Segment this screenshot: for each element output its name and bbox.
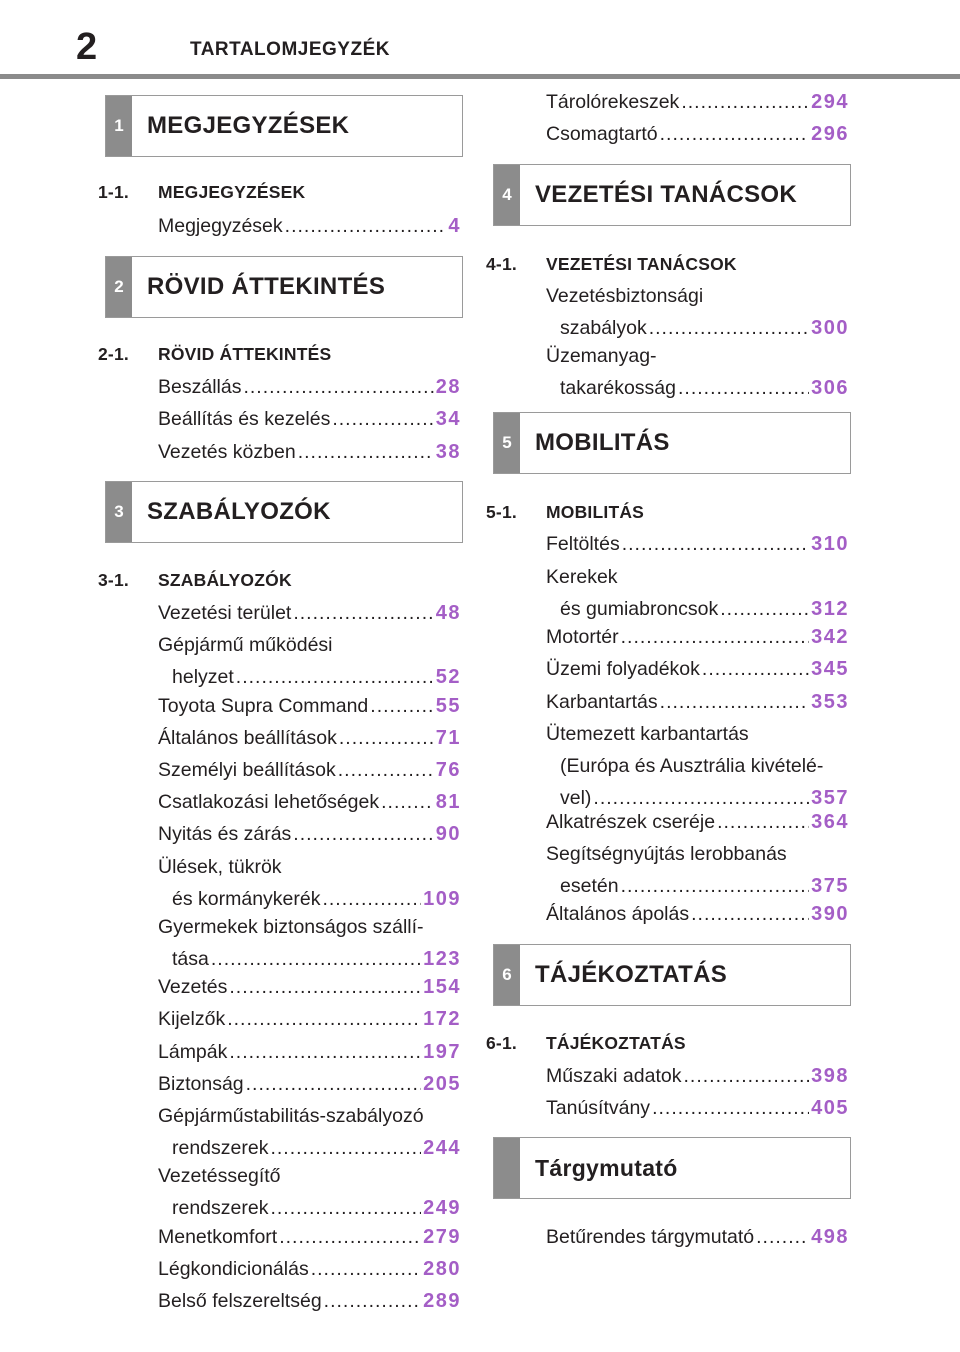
subsection-number: 6-1.: [486, 1033, 517, 1053]
section-title: TÁJÉKOZTATÁS: [535, 961, 728, 988]
toc-entry[interactable]: [158, 1100, 461, 1164]
entry-title: Tanúsítvány: [546, 1097, 651, 1119]
page-link[interactable]: 398: [811, 1065, 849, 1087]
subsection-title: MOBILITÁS: [546, 502, 645, 522]
dot-leader: [756, 1221, 809, 1253]
page-link[interactable]: 312: [811, 598, 849, 620]
page-link[interactable]: 310: [811, 533, 849, 555]
section-title: MOBILITÁS: [535, 429, 670, 456]
entry-title-line: Gyermekek biztonságos szállí-: [158, 916, 424, 938]
entry-title: Biztonság: [158, 1073, 244, 1095]
entry-title: Menetkomfort: [158, 1226, 278, 1248]
toc-entry[interactable]: [158, 629, 461, 693]
page-link[interactable]: 296: [811, 123, 849, 145]
toc-entry[interactable]: [546, 898, 849, 930]
entry-title-line: Gépjármű működési: [158, 634, 333, 656]
entry-title: Toyota Supra Command: [158, 695, 369, 717]
subsection-title: SZABÁLYOZÓK: [158, 570, 292, 590]
toc-entry[interactable]: [546, 686, 849, 718]
entry-title: takarékosság: [560, 377, 676, 399]
entry-title-line: Üzemanyag-: [546, 345, 657, 367]
dot-leader: [370, 690, 433, 722]
page-link[interactable]: 357: [811, 787, 849, 809]
toc-entry[interactable]: [158, 754, 461, 786]
toc-entry[interactable]: [546, 806, 849, 838]
toc-entry[interactable]: [158, 403, 461, 435]
toc-entry[interactable]: [158, 436, 461, 468]
entry-title-line: Vezetéssegítő: [158, 1165, 281, 1187]
page-link[interactable]: 498: [811, 1226, 849, 1248]
section-number-tab: 2: [106, 257, 132, 317]
dot-leader: [229, 1036, 421, 1068]
page-link[interactable]: 109: [423, 888, 461, 910]
entry-title: helyzet: [172, 666, 234, 688]
section-number-tab: 5: [494, 413, 520, 473]
dot-leader: [681, 86, 809, 118]
toc-entry[interactable]: [158, 210, 461, 242]
entry-title: Tárolórekeszek: [546, 91, 680, 113]
toc-entry[interactable]: [158, 818, 461, 850]
page-link[interactable]: 154: [423, 976, 461, 998]
entry-title: Lámpák: [158, 1041, 228, 1063]
toc-entry[interactable]: [158, 851, 461, 915]
toc-entry[interactable]: [546, 1060, 849, 1092]
page-link[interactable]: 375: [811, 875, 849, 897]
dot-leader: [683, 1060, 809, 1092]
dot-leader: [285, 210, 447, 242]
subsection-heading: [98, 570, 292, 591]
toc-entry[interactable]: [158, 911, 461, 975]
entry-title: Vezetés közben: [158, 441, 296, 463]
page-link[interactable]: 90: [435, 823, 461, 845]
entry-title-line: (Európa és Ausztrália kivételé-: [560, 755, 824, 777]
entry-title: Üzemi folyadékok: [546, 658, 700, 680]
dot-leader: [702, 653, 809, 685]
page-link[interactable]: 390: [811, 903, 849, 925]
subsection-number: 5-1.: [486, 502, 517, 522]
toc-entry[interactable]: [158, 1285, 461, 1317]
dot-leader: [678, 372, 809, 404]
toc-entry[interactable]: [158, 722, 461, 754]
subsection-title: TÁJÉKOZTATÁS: [546, 1033, 686, 1053]
section-number-tab: 6: [494, 945, 520, 1005]
entry-title: Belső felszereltség: [158, 1290, 322, 1312]
page-link[interactable]: 4: [448, 215, 461, 237]
page-link[interactable]: 172: [423, 1008, 461, 1030]
subsection-heading: [98, 182, 305, 203]
dot-leader: [243, 371, 433, 403]
entry-title: szabályok: [560, 317, 647, 339]
section-title: VEZETÉSI TANÁCSOK: [535, 181, 798, 208]
toc-entry[interactable]: [546, 561, 849, 625]
dot-leader: [293, 818, 433, 850]
dot-leader: [246, 1068, 421, 1100]
toc-entry[interactable]: [158, 1253, 461, 1285]
entry-title-line: Kerekek: [546, 566, 618, 588]
page-link[interactable]: 300: [811, 317, 849, 339]
dot-leader: [622, 528, 809, 560]
dot-leader: [236, 661, 434, 693]
dot-leader: [621, 621, 810, 653]
entry-title: rendszerek: [172, 1197, 269, 1219]
entry-title-line: Ülések, tükrök: [158, 856, 282, 878]
section-header-1[interactable]: [105, 95, 463, 157]
toc-entry[interactable]: [546, 1092, 849, 1124]
dot-leader: [717, 806, 809, 838]
subsection-number: 1-1.: [98, 182, 129, 202]
subsection-title: RÖVID ÁTTEKINTÉS: [158, 344, 332, 364]
page-link[interactable]: 249: [423, 1197, 461, 1219]
entry-title: Kijelzők: [158, 1008, 226, 1030]
entry-title-line: Ütemezett karbantartás: [546, 723, 749, 745]
page-link[interactable]: 76: [435, 759, 461, 781]
page-link[interactable]: 55: [435, 695, 461, 717]
dot-leader: [227, 1003, 421, 1035]
page-link[interactable]: 294: [811, 91, 849, 113]
section-title: MEGJEGYZÉSEK: [147, 112, 350, 139]
toc-entry[interactable]: [158, 1003, 461, 1035]
entry-title: és kormánykerék: [172, 888, 321, 910]
entry-title: vel): [560, 787, 592, 809]
page-link[interactable]: 364: [811, 811, 849, 833]
dot-leader: [339, 722, 434, 754]
page-header: [0, 0, 960, 80]
section-header-6[interactable]: [493, 944, 851, 1006]
page-link[interactable]: 345: [811, 658, 849, 680]
entry-title-line: Segítségnyújtás lerobbanás: [546, 843, 787, 865]
entry-title: Személyi beállítások: [158, 759, 336, 781]
section-header-4[interactable]: [493, 164, 851, 226]
page-link[interactable]: 48: [435, 602, 461, 624]
entry-title: Légkondicionálás: [158, 1258, 309, 1280]
toc-entry[interactable]: [546, 280, 849, 344]
entry-title: és gumiabroncsok: [560, 598, 719, 620]
entry-title: Csatlakozási lehetőségek: [158, 791, 380, 813]
page-link[interactable]: 244: [423, 1137, 461, 1159]
entry-title: Nyitás és zárás: [158, 823, 292, 845]
toc-entry[interactable]: [158, 1068, 461, 1100]
section-number-tab: [494, 1138, 520, 1198]
page-link[interactable]: 71: [435, 727, 461, 749]
dot-leader: [338, 754, 434, 786]
entry-title-line: Vezetésbiztonsági: [546, 285, 704, 307]
page-number: 2: [76, 26, 98, 68]
page-link[interactable]: 28: [435, 376, 461, 398]
subsection-heading: [486, 1033, 686, 1054]
section-title: Tárgymutató: [535, 1154, 678, 1181]
page-link[interactable]: 197: [423, 1041, 461, 1063]
dot-leader: [270, 1192, 421, 1224]
dot-leader: [324, 1285, 421, 1317]
toc-entry[interactable]: [546, 86, 849, 118]
entry-title: Műszaki adatok: [546, 1065, 682, 1087]
entry-title: Vezetési terület: [158, 602, 292, 624]
toc-entry[interactable]: [546, 838, 849, 902]
subsection-heading: [486, 502, 644, 523]
section-header-index[interactable]: [493, 1137, 851, 1199]
section-header-2[interactable]: [105, 256, 463, 318]
toc-entry[interactable]: [158, 690, 461, 722]
dot-leader: [311, 1253, 421, 1285]
toc-entry[interactable]: [158, 371, 461, 403]
toc-entry[interactable]: [158, 597, 461, 629]
toc-entry[interactable]: [158, 1160, 461, 1224]
page-link[interactable]: 289: [423, 1290, 461, 1312]
toc-entry[interactable]: [158, 786, 461, 818]
entry-title: tása: [172, 948, 209, 970]
page-link[interactable]: 306: [811, 377, 849, 399]
section-number-tab: 3: [106, 482, 132, 542]
entry-title: Vezetés: [158, 976, 228, 998]
entry-title: Feltöltés: [546, 533, 620, 555]
dot-leader: [660, 686, 809, 718]
section-header-3[interactable]: [105, 481, 463, 543]
subsection-number: 4-1.: [486, 254, 517, 274]
entry-title: Alkatrészek cseréje: [546, 811, 716, 833]
subsection-heading: [98, 344, 331, 365]
entry-title: Beszállás: [158, 376, 242, 398]
page-link[interactable]: 205: [423, 1073, 461, 1095]
subsection-title: MEGJEGYZÉSEK: [158, 182, 306, 202]
toc-entry[interactable]: [158, 1221, 461, 1253]
entry-title: rendszerek: [172, 1137, 269, 1159]
toc-entry[interactable]: [546, 118, 849, 150]
entry-title: Megjegyzések: [158, 215, 283, 237]
entry-title: Betűrendes tárgymutató: [546, 1226, 755, 1248]
entry-title: Általános ápolás: [546, 903, 690, 925]
dot-leader: [381, 786, 434, 818]
page-link[interactable]: 34: [435, 408, 461, 430]
toc-entry[interactable]: [546, 340, 849, 404]
entry-title: Csomagtartó: [546, 123, 658, 145]
page-title: TARTALOMJEGYZÉK: [190, 39, 390, 60]
dot-leader: [298, 436, 434, 468]
section-number-tab: 4: [494, 165, 520, 225]
page-link[interactable]: 123: [423, 948, 461, 970]
section-title: SZABÁLYOZÓK: [147, 498, 331, 525]
entry-title: esetén: [560, 875, 619, 897]
dot-leader: [229, 971, 421, 1003]
page-link[interactable]: 342: [811, 626, 849, 648]
entry-title-line: Gépjárműstabilitás-szabályozó: [158, 1105, 424, 1127]
dot-leader: [660, 118, 809, 150]
entry-title: Motortér: [546, 626, 619, 648]
section-number-tab: 1: [106, 96, 132, 156]
header-divider: [0, 74, 960, 79]
page-link[interactable]: 280: [423, 1258, 461, 1280]
toc-entry[interactable]: [546, 528, 849, 560]
toc-entry[interactable]: [546, 1221, 849, 1253]
toc-entry[interactable]: [546, 718, 849, 814]
page-link[interactable]: 38: [435, 441, 461, 463]
subsection-number: 3-1.: [98, 570, 129, 590]
toc-entry[interactable]: [158, 1036, 461, 1068]
dot-leader: [293, 597, 433, 629]
dot-leader: [691, 898, 809, 930]
page-link[interactable]: 81: [435, 791, 461, 813]
dot-leader: [279, 1221, 421, 1253]
page-link[interactable]: 353: [811, 691, 849, 713]
subsection-number: 2-1.: [98, 344, 129, 364]
toc-entry[interactable]: [158, 971, 461, 1003]
subsection-heading: [486, 254, 737, 275]
page-link[interactable]: 279: [423, 1226, 461, 1248]
dot-leader: [332, 403, 433, 435]
toc-entry[interactable]: [546, 653, 849, 685]
dot-leader: [652, 1092, 809, 1124]
entry-title: Karbantartás: [546, 691, 658, 713]
section-title: RÖVID ÁTTEKINTÉS: [147, 273, 386, 300]
section-header-5[interactable]: [493, 412, 851, 474]
entry-title: Általános beállítások: [158, 727, 337, 749]
page-link[interactable]: 405: [811, 1097, 849, 1119]
entry-title: Beállítás és kezelés: [158, 408, 331, 430]
subsection-title: VEZETÉSI TANÁCSOK: [546, 254, 737, 274]
toc-entry[interactable]: [546, 621, 849, 653]
page-link[interactable]: 52: [435, 666, 461, 688]
